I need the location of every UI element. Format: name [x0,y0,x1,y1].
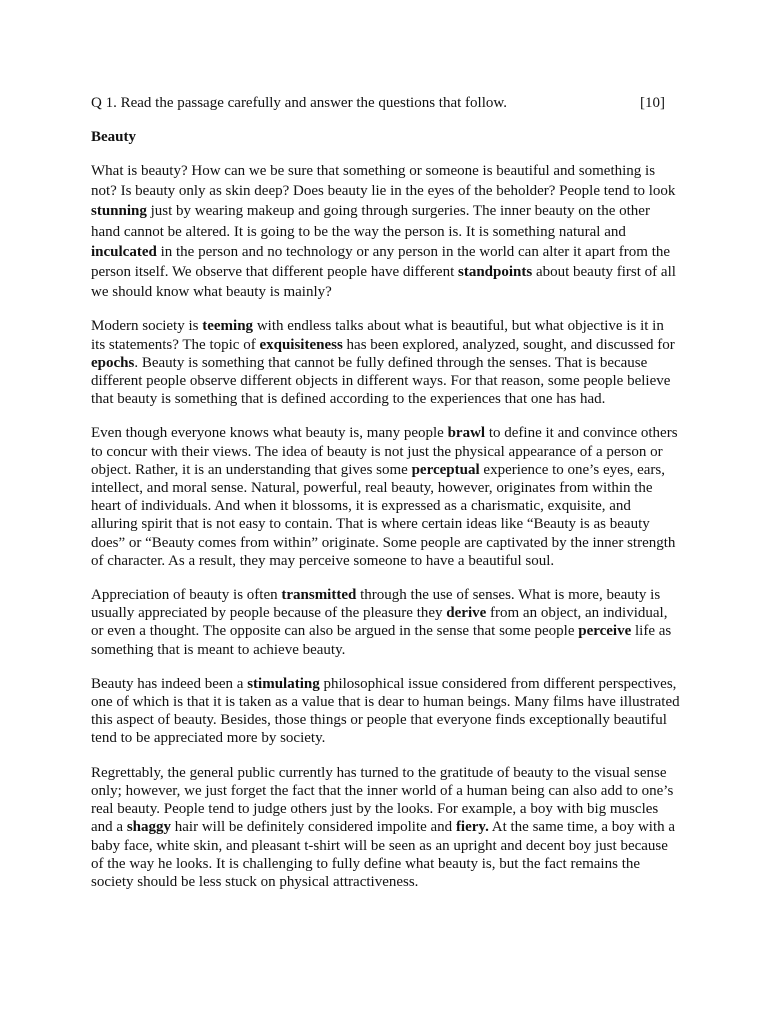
passage-text: At the same time, a boy with a baby face, white skin, and pleasant t-shirt will be seen as an upright and decent boy just because of the way he looks. It is challenging to fully define what beauty is, but the fact remains the society should be less stuck on physical attractiveness. [91,819,676,890]
passage [91,161,680,907]
passage-text: What is beauty? How can we be sure that something or someone is beautiful and something is not? Is beauty only as skin deep? Does beauty lie in the eyes of the beholder? People tend to look [91,163,676,200]
passage-text: through the use of senses. What is more, beauty is usually appreciated by people because of the pleasure they [91,587,661,622]
passage-paragraph [91,586,680,659]
bold-term: stimulating [247,675,320,692]
passage-text: philosophical issue considered from different perspectives, one of which is that it is taken as a value that is dear to human beings. Many films have illustrated this aspect of beauty. Besides, those things or people that everyone finds exceptionally beautiful tend to be appreciated more by society. [91,675,680,747]
bold-term: brawl [447,425,486,442]
passage-text: about beauty first of all we should know what beauty is mainly? [91,264,676,301]
passage-text: . Beauty is something that cannot be fully defined through the senses. That is because different people observe different objects in different ways. For that reason, some people believe that beauty is something that is defined according to the experiences that one has had. [91,354,671,408]
passage-text: in the person and no technology or any person in the world can alter it apart from the person itself. We observe that different people have different [91,243,671,281]
passage-text: from an object, an individual, or even a thought. The opposite can also be argued in the sense that some people [91,605,668,640]
passage-text: hair will be definitely considered impolite and [171,819,456,836]
passage-text: with endless talks about what is beautiful, but what objective is it in its statements? The topic of [91,318,664,353]
passage-paragraph [91,424,680,570]
passage-title: Beauty [91,129,136,145]
bold-term: stunning [91,203,147,220]
question-instruction: Q 1. Read the passage carefully and answer the questions that follow. [91,95,507,111]
bold-term: derive [446,605,487,622]
passage-text: Appreciation of beauty is often [91,587,282,604]
passage-paragraph [91,161,680,302]
bold-term: epochs [91,354,135,371]
passage-text: just by wearing makeup and going through surgeries. The inner beauty on the other hand cannot be altered. It is going to be the way the person is. It is something natural and [91,203,650,240]
passage-paragraph [91,764,680,891]
bold-term: standpoints [458,264,533,281]
passage-text: life as something that is meant to achieve beauty. [91,623,672,658]
bold-term: perceptual [411,461,480,478]
bold-term: shaggy [126,819,172,836]
bold-term: teeming [202,318,254,335]
passage-text: Modern society is [91,318,203,335]
bold-term: perceive [578,623,632,640]
passage-text: Beauty has indeed been a [91,675,248,692]
passage-paragraph [91,317,680,408]
passage-paragraph [91,675,680,748]
passage-text: Even though everyone knows what beauty is, many people [91,425,448,442]
marks-label: [10] [640,95,665,111]
bold-term: exquisiteness [259,336,343,353]
bold-term: transmitted [281,587,357,604]
passage-text: to define it and convince others to concur with their views. The idea of beauty is not just the physical appearance of a person or object. Rather, it is an understanding that gives some [91,425,678,478]
passage-text: experience to one’s eyes, ears, intellect, and moral sense. Natural, powerful, real beauty, however, originates from within the heart of individuals. And when it blossoms, it is expressed as a charismatic, exquisite, and alluring spirit that is not easy to contain. That is where certain ideas like “Beauty is as beauty does” or “Beauty comes from within” originate. Some people are captivated by the inner strength of character. As a result, they may perceive someone to have a beautiful soul. [91,461,676,569]
bold-term: inculcated [91,243,157,260]
passage-text: has been explored, analyzed, sought, and discussed for [342,336,675,353]
question-header [91,93,681,113]
bold-term: fiery. [455,819,489,836]
passage-text: Regrettably, the general public currently has turned to the gratitude of beauty to the visual sense only; however, we just forget the fact that the inner world of a human being can also add to one’s real beauty. People tend to judge others just by the looks. For example, a boy with big muscles and a [91,764,674,836]
